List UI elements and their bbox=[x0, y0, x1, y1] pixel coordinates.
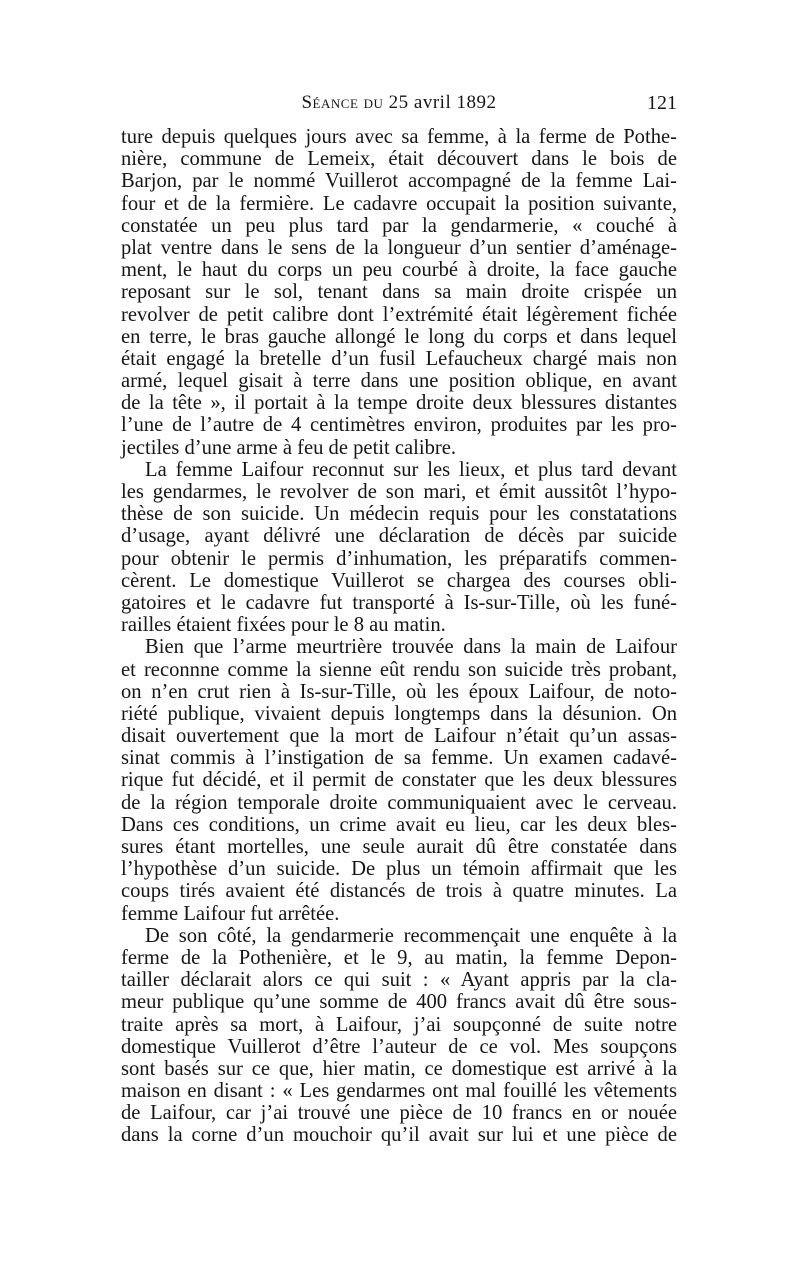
text-line: revolver de petit calibre dont l’extrémité était légèrement fichée bbox=[121, 303, 677, 326]
running-title bbox=[121, 92, 677, 114]
text-line: cèrent. Le domestique Vuillerot se chargea des courses obli- bbox=[121, 569, 677, 592]
page-number: 121 bbox=[647, 92, 677, 114]
running-header bbox=[121, 92, 677, 126]
text-line: De son côté, la gendarmerie recommençait une enquête à la bbox=[145, 924, 677, 947]
text-line: sures étant mortelles, une seule aurait dû être constatée dans bbox=[121, 836, 677, 858]
text-line: tailler déclarait alors ce qui suit : « Ayant appris par la cla- bbox=[121, 969, 677, 992]
text-line: ferme de la Pothenière, et le 9, au matin, la femme Depon- bbox=[121, 946, 677, 969]
text-line: armé, lequel gisait à terre dans une position oblique, en avant bbox=[121, 370, 677, 393]
text-line: gatoires et le cadavre fut transporté à Is-sur-Tille, où les funé- bbox=[121, 591, 677, 614]
text-line: l’hypothèse d’un suicide. De plus un témoin affirmait que les bbox=[121, 858, 677, 881]
text-line: traite après sa mort, à Laifour, j’ai soupçonné de suite notre bbox=[121, 1013, 677, 1036]
text-line: nière, commune de Lemeix, était découvert dans le bois de bbox=[121, 148, 677, 171]
text-line: sinat commis à l’instigation de sa femme. Un examen cadavé- bbox=[121, 747, 677, 770]
text-line: constatée un peu plus tard par la gendarmerie, « couché à bbox=[121, 214, 677, 237]
text-line: rique fut décidé, et il permit de constater que les deux blessures bbox=[121, 769, 677, 792]
document-page bbox=[121, 92, 677, 1147]
text-line: jectiles d’une arme à feu de petit calibre. bbox=[121, 436, 457, 459]
text-line: femme Laifour fut arrêtée. bbox=[121, 902, 340, 925]
text-line: Bien que l’arme meurtrière trouvée dans la main de Laifour bbox=[145, 636, 677, 659]
text-line: de la tête », il portait à la tempe droite deux blessures distantes bbox=[121, 392, 677, 415]
text-line: de Laifour, car j’ai trouvé une pièce de 10 francs en or nouée bbox=[121, 1102, 677, 1125]
text-line: on n’en crut rien à Is-sur-Tille, où les époux Laifour, de noto- bbox=[121, 680, 677, 703]
text-line: les gendarmes, le revolver de son mari, et émit aussitôt l’hypo- bbox=[121, 481, 677, 503]
text-line: Barjon, par le nommé Vuillerot accompagné de la femme Lai- bbox=[121, 170, 677, 193]
text-line: coups tirés avaient été distancés de trois à quatre minutes. La bbox=[121, 880, 677, 903]
text-line: ture depuis quelques jours avec sa femme, à la ferme de Pothe- bbox=[121, 126, 677, 148]
running-title-date: 25 avril 1892 bbox=[388, 92, 497, 113]
text-line: de la région temporale droite communiquaient avec le cerveau. bbox=[121, 791, 677, 814]
text-line: sont basés sur ce que, hier matin, ce domestique est arrivé à la bbox=[121, 1057, 677, 1080]
text-line: et reconnne comme la sienne eût rendu son suicide très probant, bbox=[121, 658, 677, 681]
text-line: Dans ces conditions, un crime avait eu lieu, car les deux bles- bbox=[121, 813, 677, 836]
text-line: d’usage, ayant délivré une déclaration de décès par suicide bbox=[121, 525, 677, 548]
text-line: plat ventre dans le sens de la longueur d’un sentier d’aménage- bbox=[121, 236, 677, 259]
text-line: meur publique qu’une somme de 400 francs avait dû être sous- bbox=[121, 991, 677, 1014]
text-line: maison en disant : « Les gendarmes ont mal fouillé les vêtements bbox=[121, 1080, 677, 1103]
text-line: reposant sur le sol, tenant dans sa main droite crispée un bbox=[121, 281, 677, 304]
text-line: l’une de l’autre de 4 centimètres environ, produites par les pro- bbox=[121, 414, 677, 437]
text-line: était engagé la bretelle d’un fusil Lefaucheux chargé mais non bbox=[121, 347, 677, 370]
text-line: La femme Laifour reconnut sur les lieux, et plus tard devant bbox=[145, 458, 677, 481]
text-line: domestique Vuillerot d’être l’auteur de ce vol. Mes soupçons bbox=[121, 1035, 677, 1058]
text-line: thèse de son suicide. Un médecin requis pour les constatations bbox=[121, 503, 677, 526]
text-line: pour obtenir le permis d’inhumation, les préparatifs commen- bbox=[121, 547, 677, 570]
text-line: ment, le haut du corps un peu courbé à droite, la face gauche bbox=[121, 259, 677, 282]
running-title-prefix: Séance du bbox=[301, 92, 389, 113]
text-line: riété publique, vivaient depuis longtemps dans la désunion. On bbox=[121, 702, 677, 725]
text-line: en terre, le bras gauche allongé le long du corps et dans lequel bbox=[121, 325, 677, 348]
body-text bbox=[121, 126, 677, 1147]
text-line: disait ouvertement que la mort de Laifour n’était qu’un assas- bbox=[121, 725, 677, 748]
text-line: railles étaient fixées pour le 8 au matin. bbox=[121, 614, 446, 637]
text-line: four et de la fermière. Le cadavre occupait la position suivante, bbox=[121, 192, 677, 215]
text-line: dans la corne d’un mouchoir qu’il avait sur lui et une pièce de bbox=[121, 1124, 677, 1147]
